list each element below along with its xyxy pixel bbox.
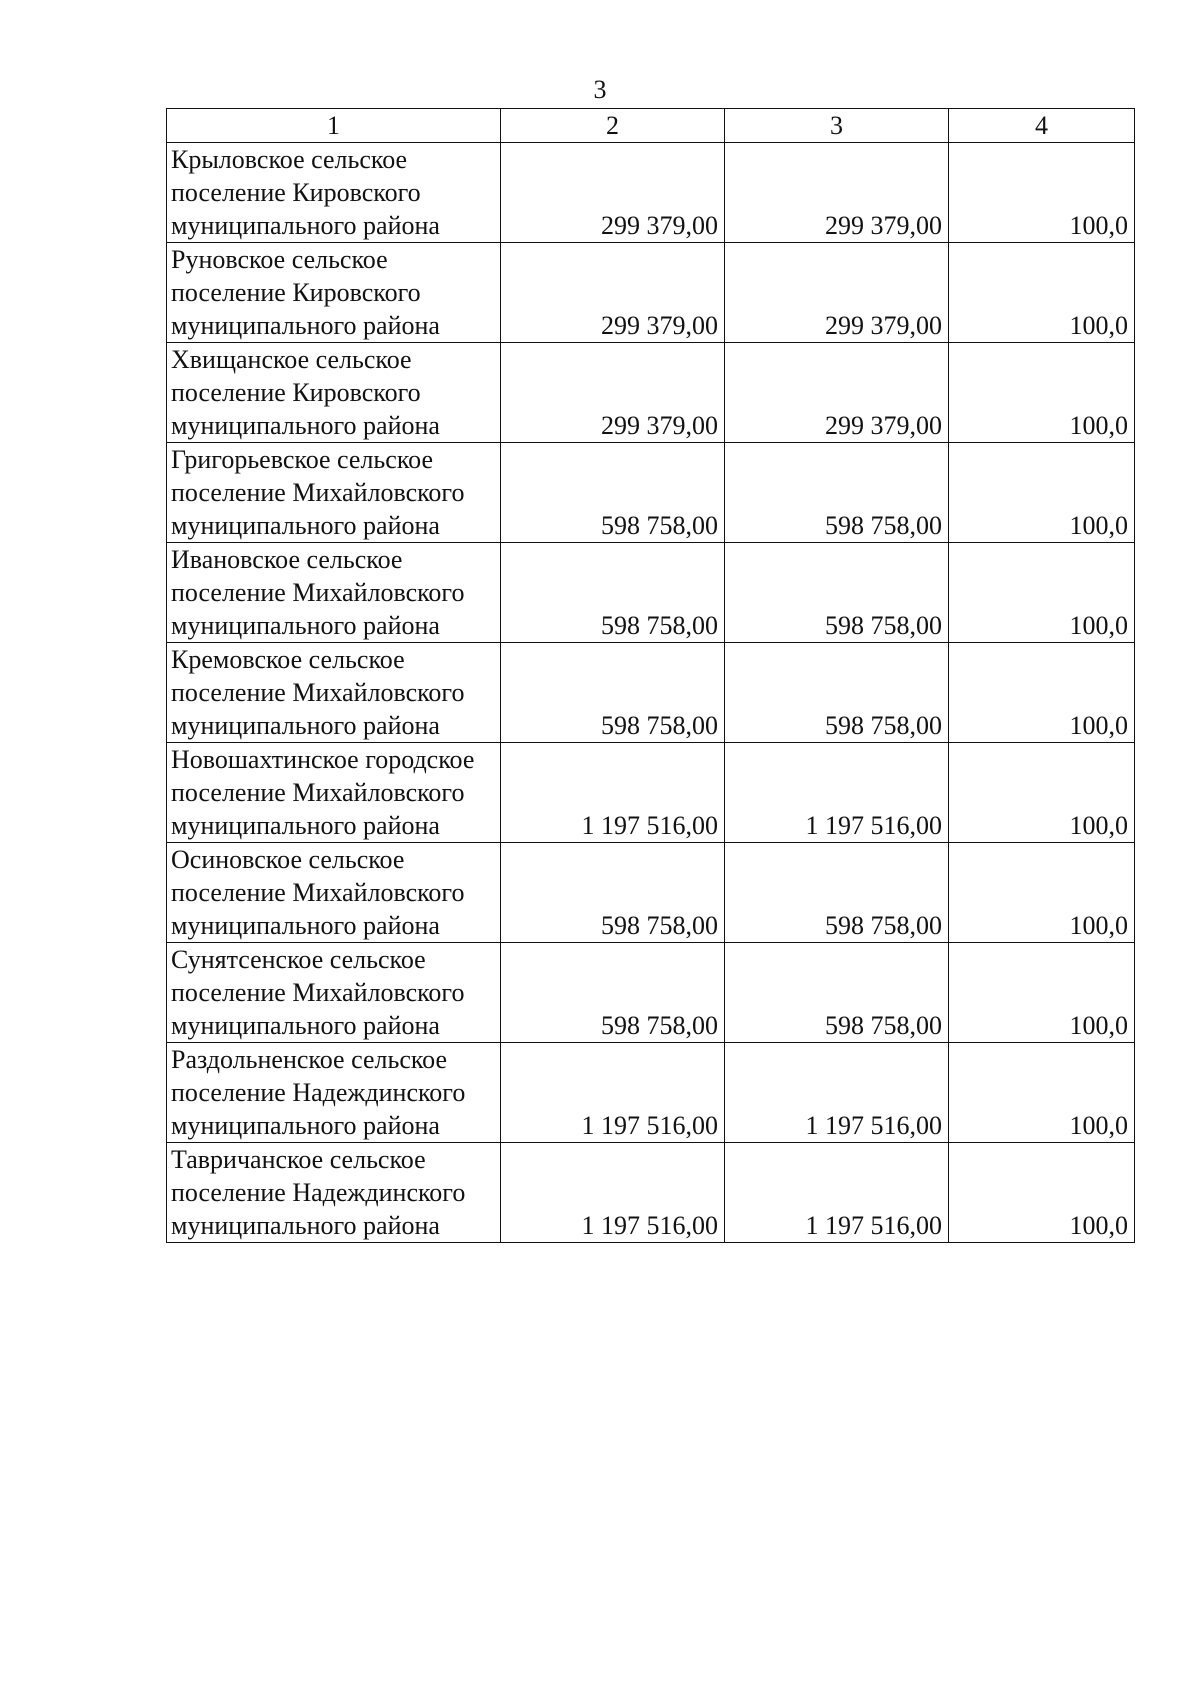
- settlement-name: Хвищанское сельское поселение Кировского муниципального района: [167, 343, 501, 443]
- settlement-name: Раздольненское сельское поселение Надеждинского муниципального района: [167, 1043, 501, 1143]
- table-row: [167, 143, 1135, 243]
- value-col3: 1 197 516,00: [725, 743, 949, 843]
- value-col2: 598 758,00: [501, 943, 725, 1043]
- column-header-1: 1: [167, 109, 501, 143]
- value-col2: 598 758,00: [501, 843, 725, 943]
- value-col3: 299 379,00: [725, 143, 949, 243]
- settlement-name: Кремовское сельское поселение Михайловского муниципального района: [167, 643, 501, 743]
- value-col2: 598 758,00: [501, 543, 725, 643]
- value-col4: 100,0: [949, 943, 1135, 1043]
- settlement-name: Крыловское сельское поселение Кировского муниципального района: [167, 143, 501, 243]
- page-number: 3: [593, 75, 607, 104]
- table-row: [167, 243, 1135, 343]
- table-row: [167, 343, 1135, 443]
- value-col2: 598 758,00: [501, 443, 725, 543]
- value-col4: 100,0: [949, 443, 1135, 543]
- table-row: [167, 1043, 1135, 1143]
- settlement-name: Григорьевское сельское поселение Михайловского муниципального района: [167, 443, 501, 543]
- value-col3: 598 758,00: [725, 643, 949, 743]
- value-col2: 1 197 516,00: [501, 1043, 725, 1143]
- table-row: [167, 443, 1135, 543]
- value-col4: 100,0: [949, 643, 1135, 743]
- value-col3: 598 758,00: [725, 943, 949, 1043]
- settlement-name: Новошахтинское городское поселение Михайловского муниципального района: [167, 743, 501, 843]
- value-col3: 1 197 516,00: [725, 1143, 949, 1243]
- table-row: [167, 843, 1135, 943]
- table-row: [167, 743, 1135, 843]
- column-header-4: 4: [949, 109, 1135, 143]
- value-col3: 299 379,00: [725, 243, 949, 343]
- value-col3: 598 758,00: [725, 543, 949, 643]
- value-col3: 598 758,00: [725, 843, 949, 943]
- value-col2: 1 197 516,00: [501, 743, 725, 843]
- value-col4: 100,0: [949, 543, 1135, 643]
- value-col2: 1 197 516,00: [501, 1143, 725, 1243]
- value-col4: 100,0: [949, 243, 1135, 343]
- value-col3: 299 379,00: [725, 343, 949, 443]
- value-col4: 100,0: [949, 843, 1135, 943]
- value-col4: 100,0: [949, 1043, 1135, 1143]
- settlement-name: Осиновское сельское поселение Михайловского муниципального района: [167, 843, 501, 943]
- value-col3: 1 197 516,00: [725, 1043, 949, 1143]
- value-col2: 299 379,00: [501, 243, 725, 343]
- table-row: [167, 1143, 1135, 1243]
- table-header-row: [167, 109, 1135, 143]
- value-col4: 100,0: [949, 143, 1135, 243]
- value-col4: 100,0: [949, 743, 1135, 843]
- column-header-2: 2: [501, 109, 725, 143]
- value-col2: 299 379,00: [501, 143, 725, 243]
- table-row: [167, 543, 1135, 643]
- value-col3: 598 758,00: [725, 443, 949, 543]
- value-col4: 100,0: [949, 343, 1135, 443]
- value-col2: 299 379,00: [501, 343, 725, 443]
- table-row: [167, 643, 1135, 743]
- value-col2: 598 758,00: [501, 643, 725, 743]
- data-table: [166, 108, 1135, 1243]
- settlement-name: Сунятсенское сельское поселение Михайловского муниципального района: [167, 943, 501, 1043]
- value-col4: 100,0: [949, 1143, 1135, 1243]
- column-header-3: 3: [725, 109, 949, 143]
- settlement-name: Тавричанское сельское поселение Надеждинского муниципального района: [167, 1143, 501, 1243]
- settlement-name: Руновское сельское поселение Кировского муниципального района: [167, 243, 501, 343]
- settlement-name: Ивановское сельское поселение Михайловского муниципального района: [167, 543, 501, 643]
- table-row: [167, 943, 1135, 1043]
